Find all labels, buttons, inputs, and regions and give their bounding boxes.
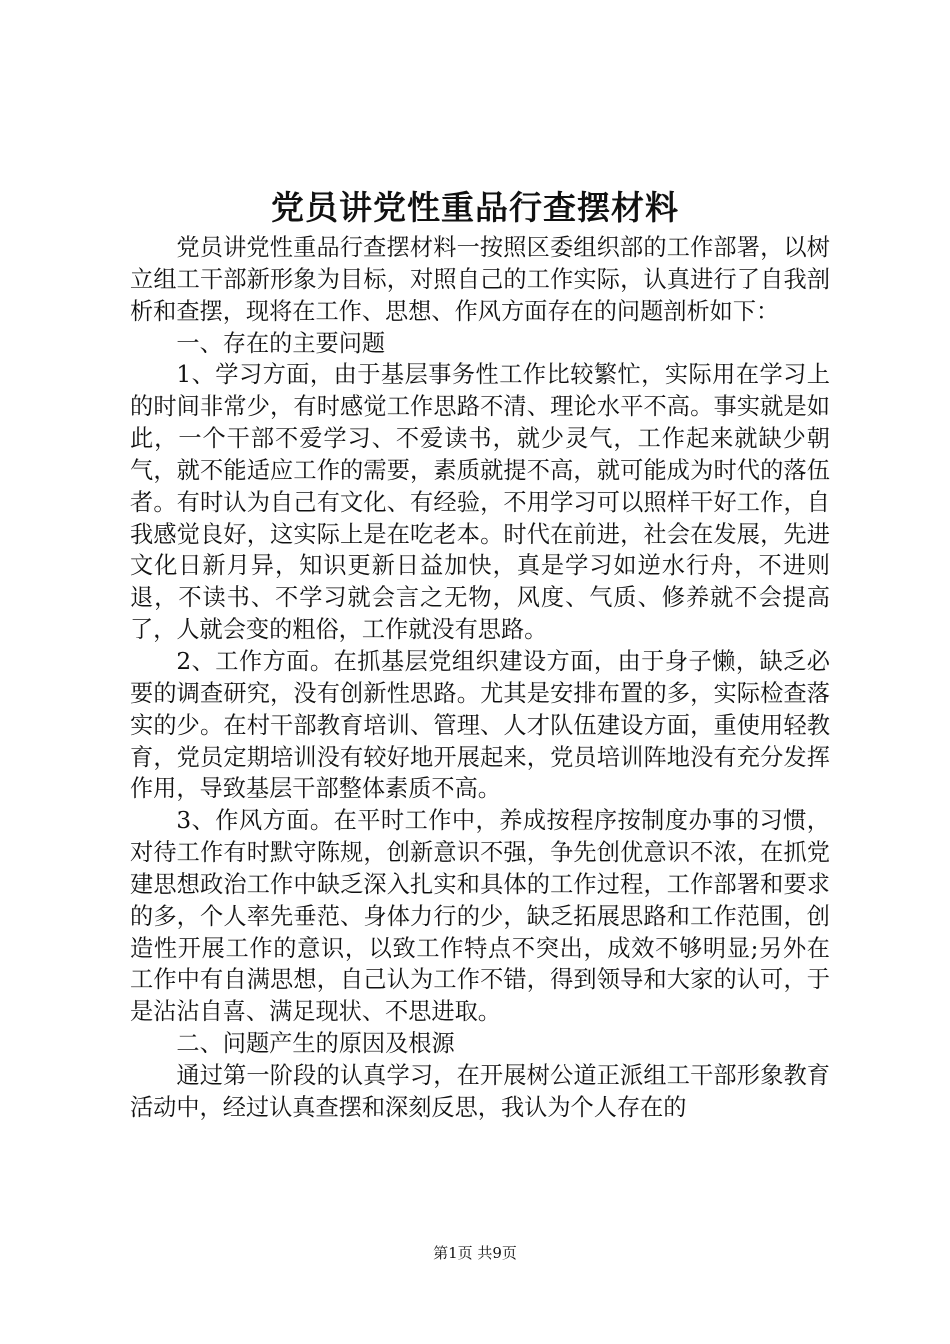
paragraph-style: 3、作风方面。在平时工作中，养成按程序按制度办事的习惯，对待工作有时默守陈规，创新意识不强，争先创优意识不浓，在抓党建思想政治工作中缺乏深入扎实和具体的工作过程，工作部署和要求的多，个人率先垂范、身体力行的少，缺乏拓展思路和工作范围，创造性开展工作的意识，以致工作特点不突出，成效不够明显;另外在工作中有自满思想，自己认为工作不错，得到领导和大家的认可，于是沾沾自喜、满足现状、不思进取。	[130, 807, 830, 1026]
document-body	[130, 232, 830, 1124]
page-title: 党员讲党性重品行查摆材料	[271, 188, 679, 227]
paragraph-causes: 通过第一阶段的认真学习，在开展树公道正派组工干部形象教育活动中，经过认真查摆和深刻反思，我认为个人存在的	[130, 1061, 830, 1121]
page-number: 第1页 共9页	[433, 1244, 517, 1262]
paragraph-study: 1、学习方面，由于基层事务性工作比较繁忙，实际用在学习上的时间非常少，有时感觉工作思路不清、理论水平不高。事实就是如此，一个干部不爱学习、不爱读书，就少灵气，工作起来就缺少朝气，就不能适应工作的需要，素质就提不高，就可能成为时代的落伍者。有时认为自己有文化、有经验，不用学习可以照样干好工作，自我感觉良好，这实际上是在吃老本。时代在前进，社会在发展，先进文化日新月异，知识更新日益加快，真是学习如逆水行舟，不进则退，不读书、不学习就会言之无物，风度、气质、修养就不会提高了，人就会变的粗俗，工作就没有思路。	[130, 361, 830, 644]
paragraph-intro: 党员讲党性重品行查摆材料一按照区委组织部的工作部署，以树立组工干部新形象为目标，对照自己的工作实际，认真进行了自我剖析和查摆，现将在工作、思想、作风方面存在的问题剖析如下：	[130, 234, 830, 325]
heading-causes: 二、问题产生的原因及根源	[176, 1030, 455, 1058]
heading-main-problems: 一、存在的主要问题	[176, 329, 386, 357]
paragraph-work: 2、工作方面。在抓基层党组织建设方面，由于身子懒，缺乏必要的调查研究，没有创新性思路。尤其是安排布置的多，实际检查落实的少。在村干部教育培训、管理、人才队伍建设方面，重使用轻教育，党员定期培训没有较好地开展起来，党员培训阵地没有充分发挥作用，导致基层干部整体素质不高。	[130, 647, 830, 803]
